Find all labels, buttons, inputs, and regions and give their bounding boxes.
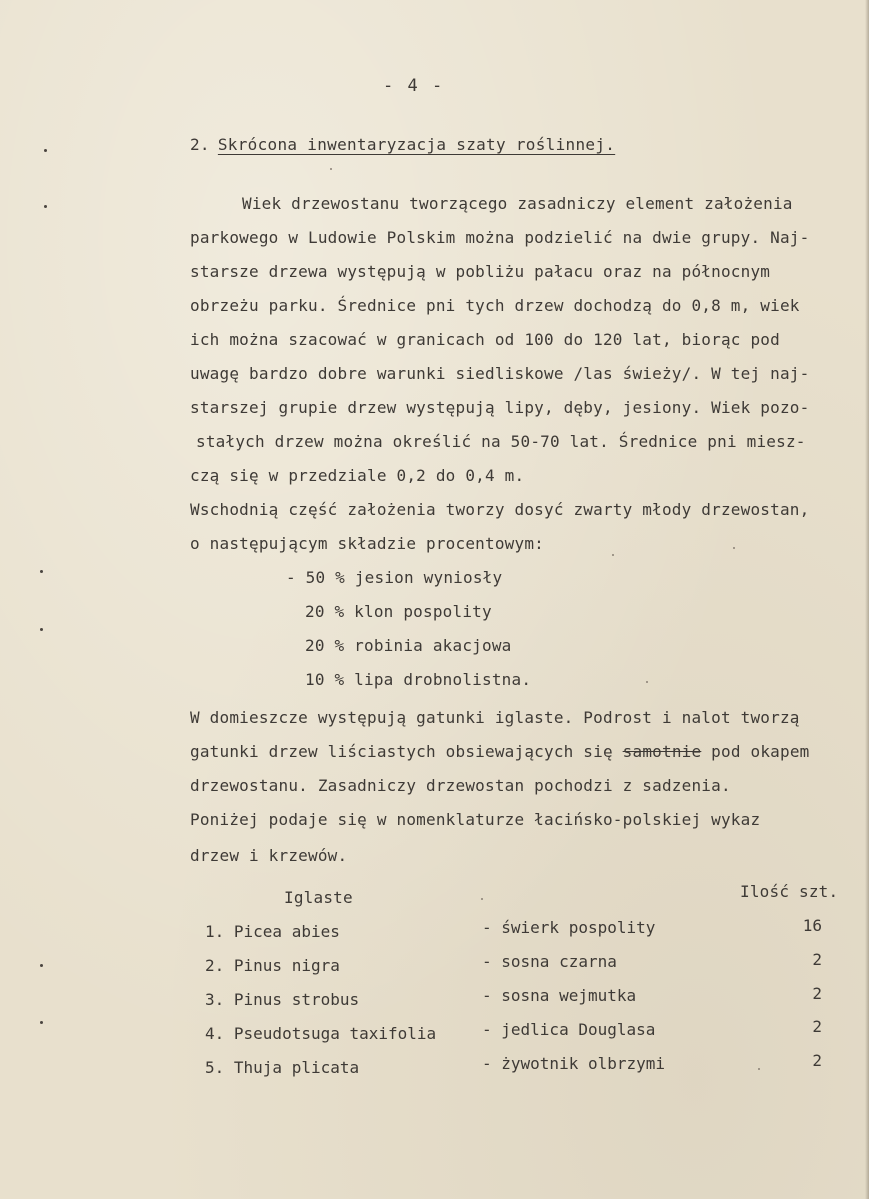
section-number: 2.	[190, 135, 210, 154]
text-line: parkowego w Ludowie Polskim można podzielić na dwie grupy. Naj-	[190, 228, 810, 247]
text-line: drzewostanu. Zasadniczy drzewostan pochodzi z sadzenia.	[190, 776, 731, 795]
section-heading	[190, 135, 615, 154]
text-line: W domieszcze występują gatunki iglaste. Podrost i nalot tworzą	[190, 708, 800, 727]
paper-speck	[481, 898, 483, 900]
text-line: ich można szacować w granicach od 100 do 120 lat, biorąc pod	[190, 330, 780, 349]
text-line: Wschodnią część założenia tworzy dosyć zwarty młody drzewostan,	[190, 500, 810, 519]
composition-item: 20 % klon pospolity	[305, 602, 492, 621]
text-line: Poniżej podaje się w nomenklaturze łacińsko-polskiej wykaz	[190, 810, 761, 829]
text-line: o następującym składzie procentowym:	[190, 534, 544, 553]
page-number: - 4 -	[383, 76, 445, 96]
text-line: uwagę bardzo dobre warunki siedliskowe /las świeży/. W tej naj-	[190, 364, 810, 383]
text-segment: gatunki drzew liściastych obsiewających się	[190, 742, 623, 761]
margin-dot	[40, 570, 43, 573]
paper-speck	[612, 554, 614, 556]
quantity: 16	[802, 916, 822, 935]
section-title: Skrócona inwentaryzacja szaty roślinnej.	[217, 135, 616, 154]
polish-name: - sosna wejmutka	[482, 986, 637, 1005]
text-line: starsze drzewa występują w pobliżu pałacu oraz na północnym	[190, 262, 771, 281]
margin-dot	[40, 964, 43, 967]
latin-name: 4. Pseudotsuga taxifolia	[205, 1024, 437, 1043]
polish-name: - sosna czarna	[482, 952, 617, 971]
text-line: Wiek drzewostanu tworzącego zasadniczy element założenia	[242, 194, 793, 213]
quantity: 2	[812, 950, 822, 969]
text-line: starszej grupie drzew występują lipy, dęby, jesiony. Wiek pozo-	[190, 398, 810, 417]
quantity: 2	[812, 1017, 822, 1036]
text-line	[190, 742, 810, 761]
latin-name: 5. Thuja plicata	[205, 1058, 360, 1077]
polish-name: - świerk pospolity	[482, 918, 656, 937]
page-edge-shadow	[865, 0, 869, 1199]
table-header-quantity: Ilość szt.	[740, 882, 839, 901]
paper-speck	[758, 1068, 760, 1070]
table-header-iglaste: Iglaste	[284, 888, 353, 907]
text-line: czą się w przedziale 0,2 do 0,4 m.	[190, 466, 525, 485]
paper-speck	[646, 681, 648, 683]
paper-speck	[330, 168, 332, 170]
text-line: drzew i krzewów.	[190, 846, 348, 865]
margin-dot	[40, 1021, 43, 1024]
composition-item: 10 % lipa drobnolistna.	[305, 670, 532, 689]
text-segment: pod okapem	[701, 742, 810, 761]
latin-name: 3. Pinus strobus	[205, 990, 360, 1009]
latin-name: 1. Picea abies	[205, 922, 340, 941]
paper-speck	[733, 547, 735, 549]
text-line: stałych drzew można określić na 50-70 lat. Średnice pni miesz-	[196, 432, 806, 451]
polish-name: - żywotnik olbrzymi	[482, 1054, 666, 1073]
quantity: 2	[812, 1051, 822, 1070]
composition-item: 20 % robinia akacjowa	[305, 636, 512, 655]
latin-name: 2. Pinus nigra	[205, 956, 340, 975]
quantity: 2	[812, 984, 822, 1003]
margin-dot	[44, 149, 47, 152]
struck-word: samotnie	[622, 742, 702, 761]
margin-dot	[40, 628, 43, 631]
composition-item: - 50 % jesion wyniosły	[286, 568, 503, 587]
margin-dot	[44, 205, 47, 208]
polish-name: - jedlica Douglasa	[482, 1020, 656, 1039]
text-line: obrzeżu parku. Średnice pni tych drzew dochodzą do 0,8 m, wiek	[190, 296, 800, 315]
